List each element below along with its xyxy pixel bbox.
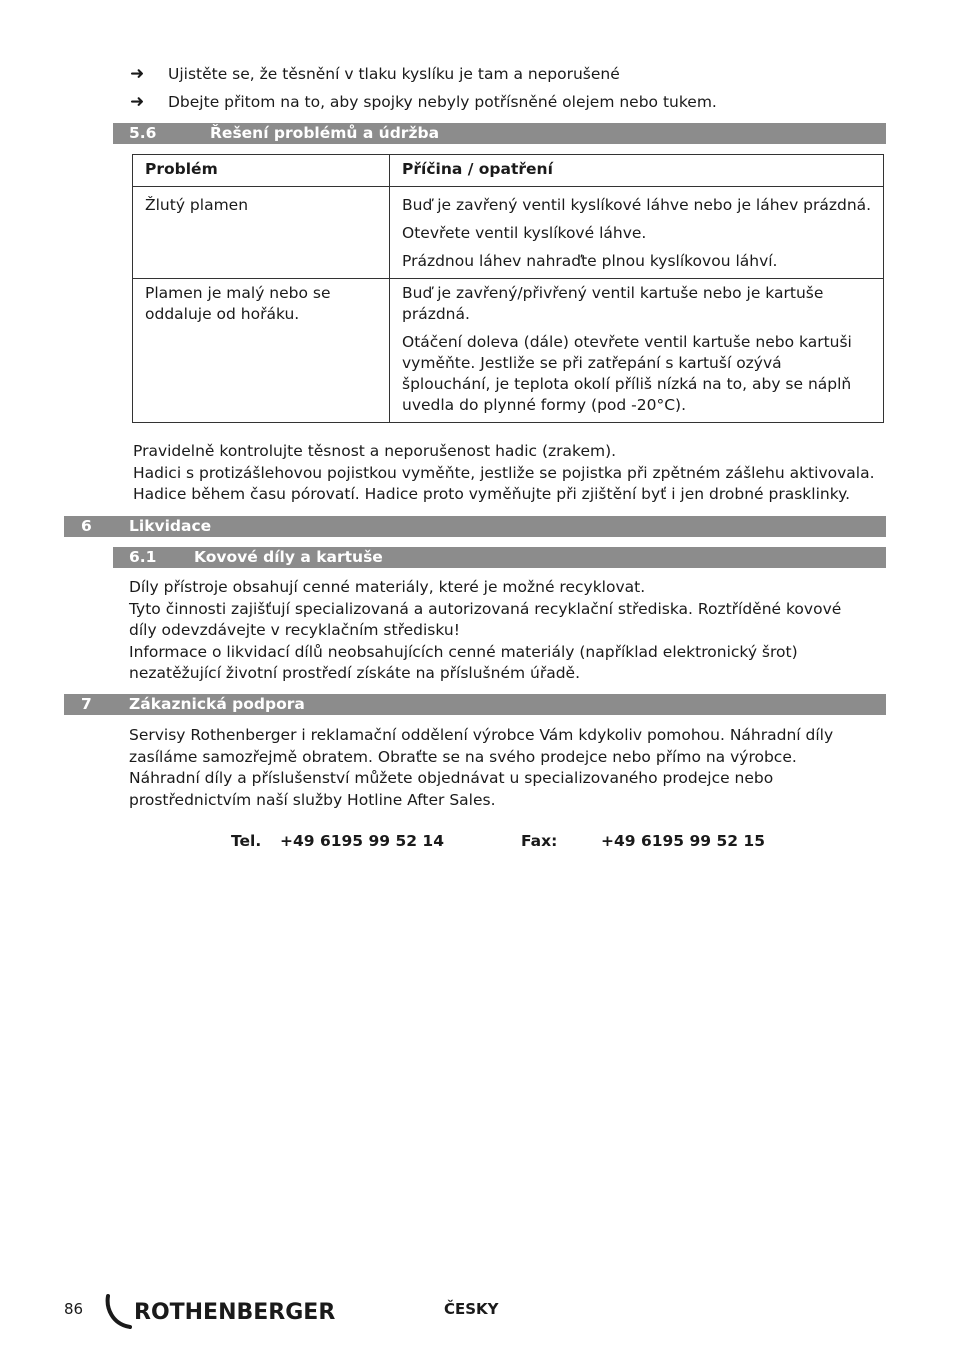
table-cell-problem: Plamen je malý nebo se oddaluje od hořáku. <box>133 279 390 423</box>
disposal-text <box>129 577 841 685</box>
paragraph-line: Hadici s protizášlehovou pojistkou vyměňte, jestliže se pojistka při zpětném zášlehu aktivovala. <box>133 463 875 482</box>
table-cell-cause <box>390 187 884 279</box>
page-number: 86 <box>64 1300 84 1318</box>
fax-label: Fax: <box>521 832 558 850</box>
fax-value: +49 6195 99 52 15 <box>601 832 765 850</box>
paragraph-line: prostřednictvím naší služby Hotline After Sales. <box>129 790 496 809</box>
arrow-right-icon: ➜ <box>130 64 145 84</box>
bullet-text: Ujistěte se, že těsnění v tlaku kyslíku je tam a neporušené <box>168 65 620 83</box>
paragraph-line: nezatěžující životní prostředí získáte na příslušném úřadě. <box>129 664 581 682</box>
section-title: Kovové díly a kartuše <box>194 548 383 566</box>
table-header-cause: Příčina / opatření <box>390 155 884 187</box>
paragraph-line: Tyto činnosti zajišťují specializovaná a autorizovaná recyklační střediska. Roztříděné kovové <box>129 599 842 618</box>
language-label: ČESKY <box>444 1300 499 1318</box>
brand-name: ROTHENBERGER <box>134 1299 336 1325</box>
cause-text: Buď je zavřený ventil kyslíkové láhve nebo je láhev prázdná. <box>402 196 872 214</box>
section-title: Řešení problémů a údržba <box>210 124 440 142</box>
section-number: 7 <box>81 695 92 713</box>
paragraph-line: Servisy Rothenberger i reklamační oddělení výrobce Vám kdykoliv pomohou. Náhradní díly <box>129 726 834 744</box>
bullet-item-1 <box>130 64 620 84</box>
paragraph-line: zasíláme samozřejmě obratem. Obraťte se na svého prodejce nebo přímo na výrobce. <box>129 747 797 766</box>
cause-text: Otáčení doleva (dále) otevřete ventil kartuše nebo kartuši vyměňte. Jestliže se při zatřepání s kartuší ozývá šplouchání, je teplota okolí příliš nízká na to, aby se náplň uvedla do plynné formy (pod -20°C). <box>402 333 852 414</box>
support-text <box>129 725 833 811</box>
bullet-text: Dbejte přitom na to, aby spojky nebyly potřísněné olejem nebo tukem. <box>168 93 717 111</box>
paragraph-line: Hadice během času pórovatí. Hadice proto vyměňujte při zjištění byť i jen drobné prasklinky. <box>133 485 851 503</box>
section-title: Zákaznická podpora <box>129 695 305 713</box>
troubleshooting-table <box>132 154 884 423</box>
section-heading-5-6 <box>113 123 886 144</box>
tel-value: +49 6195 99 52 14 <box>280 832 444 850</box>
table-header-row <box>133 155 884 187</box>
table-cell-problem: Žlutý plamen <box>133 187 390 279</box>
table-header-problem: Problém <box>133 155 390 187</box>
table-row <box>133 279 884 423</box>
arrow-right-icon: ➜ <box>130 92 145 112</box>
section-heading-7 <box>64 694 886 715</box>
brand-logo <box>104 1294 335 1330</box>
section-heading-6-1 <box>113 547 886 568</box>
cause-text: Buď je zavřený/přivřený ventil kartuše nebo je kartuše prázdná. <box>402 284 824 323</box>
table-cell-cause <box>390 279 884 423</box>
section-number: 5.6 <box>129 124 157 142</box>
table-row <box>133 187 884 279</box>
logo-swoosh-icon <box>104 1294 134 1330</box>
bullet-item-2 <box>130 92 717 112</box>
paragraph-line: díly odevzdávejte v recyklačním středisku! <box>129 621 460 639</box>
cause-text: Otevřete ventil kyslíkové láhve. <box>402 224 647 242</box>
section-heading-6 <box>64 516 886 537</box>
paragraph-line: Informace o likvidací dílů neobsahujících cenné materiály (například elektronický šrot) <box>129 642 798 661</box>
paragraph-line: Díly přístroje obsahují cenné materiály, které je možné recyklovat. <box>129 578 646 596</box>
section-number: 6.1 <box>129 548 157 566</box>
paragraph-line: Náhradní díly a příslušenství můžete objednávat u specializovaného prodejce nebo <box>129 769 774 787</box>
section-number: 6 <box>81 517 92 535</box>
hose-note <box>133 441 875 506</box>
section-title: Likvidace <box>129 517 212 535</box>
tel-label: Tel. <box>231 832 262 850</box>
paragraph-line: Pravidelně kontrolujte těsnost a neporušenost hadic (zrakem). <box>133 442 617 460</box>
cause-text: Prázdnou láhev nahraďte plnou kyslíkovou láhví. <box>402 252 778 270</box>
